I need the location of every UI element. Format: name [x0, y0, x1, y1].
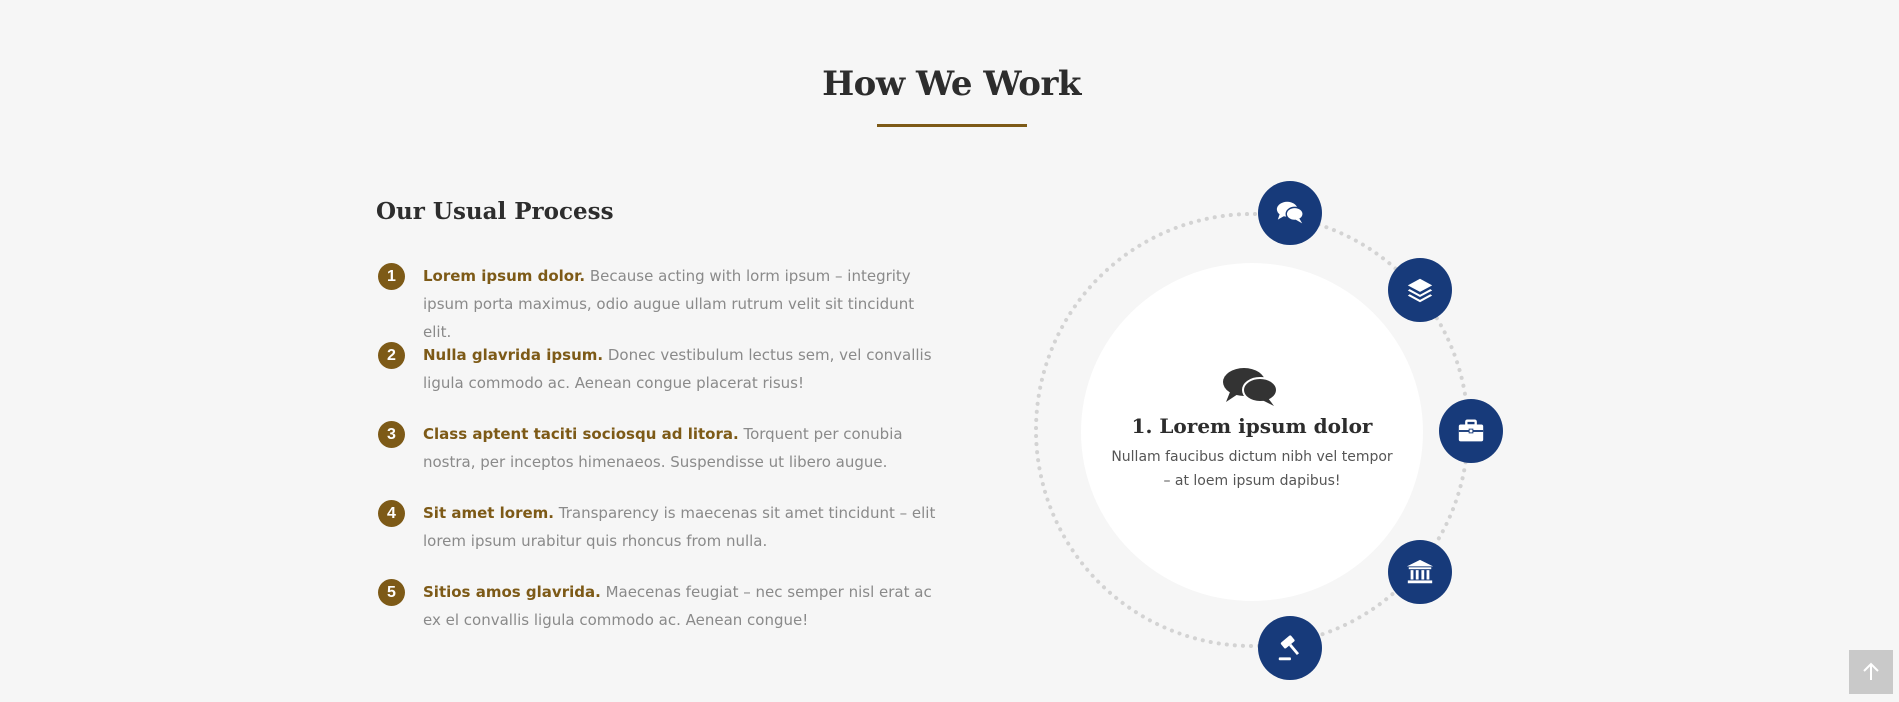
layers-icon [1405, 275, 1435, 305]
step-node-chat[interactable] [1258, 181, 1322, 245]
step-description: Torquent per conubia nostra, per inceptos himenaeos. Suspendisse ut libero augue. [423, 425, 903, 471]
process-step [378, 499, 938, 578]
process-step [378, 341, 938, 420]
step-description: Because acting with lorm ipsum – integrity ipsum porta maximus, odio augue ullam rutrum velit sit tincidunt elit. [423, 267, 915, 341]
step-description: Maecenas feugiat – nec semper nisl erat ac ex el convallis ligula commodo ac. Aenean congue! [423, 583, 932, 629]
title-underline [877, 124, 1027, 127]
step-title: Sitios amos glavrida. [423, 583, 601, 601]
process-circle [1020, 170, 1580, 700]
process-step [378, 578, 938, 657]
gavel-icon [1275, 633, 1305, 663]
step-node-briefcase[interactable] [1439, 399, 1503, 463]
process-step [378, 420, 938, 499]
step-number-badge: 5 [378, 579, 405, 606]
step-number-badge: 3 [378, 421, 405, 448]
arrow-up-icon [1861, 662, 1881, 682]
process-heading: Our Usual Process [376, 198, 614, 225]
step-title: Class aptent taciti sociosqu ad litora. [423, 425, 739, 443]
step-node-gavel[interactable] [1258, 616, 1322, 680]
active-step-description: Nullam faucibus dictum nibh vel tempor – at loem ipsum dapibus! [1111, 449, 1393, 489]
step-number-badge: 4 [378, 500, 405, 527]
step-title: Lorem ipsum dolor. [423, 267, 586, 285]
active-step-title: 1. Lorem ipsum dolor [1131, 414, 1373, 438]
step-number-badge: 2 [378, 342, 405, 369]
step-number-badge: 1 [378, 263, 405, 290]
step-description: Donec vestibulum lectus sem, vel convallis ligula commodo ac. Aenean congue placerat risus! [423, 346, 932, 392]
process-step [378, 262, 938, 341]
bank-icon [1405, 557, 1435, 587]
step-node-bank[interactable] [1388, 540, 1452, 604]
step-node-layers[interactable] [1388, 258, 1452, 322]
briefcase-icon [1456, 416, 1486, 446]
chat-bubbles-icon [1275, 198, 1305, 228]
step-title: Sit amet lorem. [423, 504, 555, 522]
step-title: Nulla glavrida ipsum. [423, 346, 604, 364]
section-title: How We Work [822, 64, 1081, 104]
back-to-top-button[interactable] [1849, 650, 1893, 694]
process-steps-list [378, 262, 938, 657]
step-description: Transparency is maecenas sit amet tincidunt – elit lorem ipsum urabitur quis rhoncus from nulla. [423, 504, 936, 550]
chat-bubbles-icon [1222, 366, 1278, 406]
